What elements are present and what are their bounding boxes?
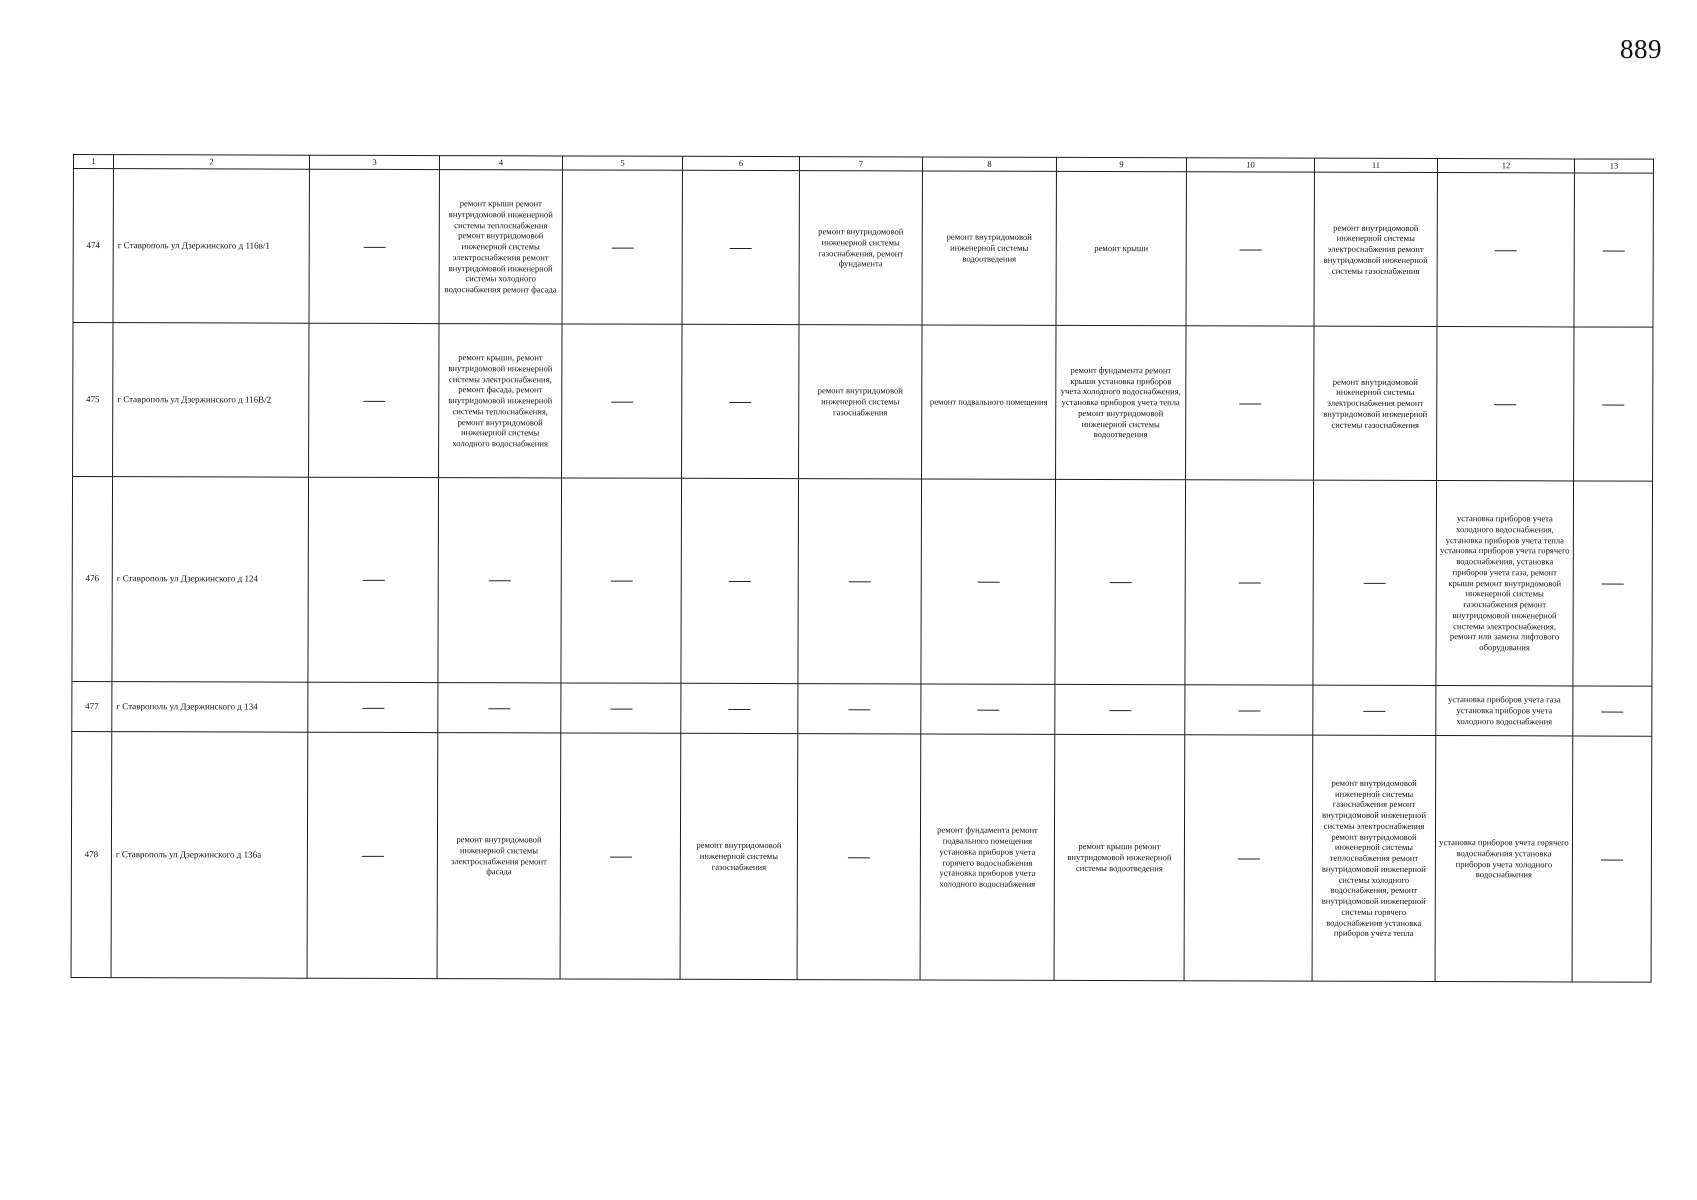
empty-cell: [681, 683, 798, 733]
empty-cell: [1184, 735, 1313, 981]
table-row: [72, 681, 1652, 736]
empty-cell: [562, 170, 682, 324]
dash-mark: [363, 401, 385, 402]
empty-cell: [309, 323, 439, 477]
empty-cell: [921, 684, 1055, 734]
table-row: [71, 731, 1652, 982]
dash-mark: [363, 247, 385, 248]
empty-cell: [1055, 684, 1185, 734]
dash-mark: [1238, 583, 1260, 584]
dash-mark: [1239, 249, 1261, 250]
dash-mark: [848, 709, 870, 710]
empty-cell: [681, 478, 799, 683]
empty-cell: [921, 479, 1056, 684]
address-cell: г Ставрополь ул Дзержинского д 116В/2: [113, 323, 309, 478]
work-cell: ремонт внутридомовой инженерной системы газоснабжения ремонт внутридомовой инженерной системы электроснабжения ремонт внутридомовой инженерной системы теплоснабжения ремонт внутридомовой инженерной системы холодного водоснабжения, ремонт внутридомовой инженерной системы горячего водоснабжения установка приборов учета тепла: [1312, 735, 1436, 981]
dash-mark: [1109, 582, 1131, 583]
dash-mark: [729, 402, 751, 403]
column-header: 13: [1574, 159, 1653, 173]
work-cell: ремонт внутридомовой инженерной системы газоснабжения, ремонт фундамента: [799, 171, 922, 325]
empty-cell: [1185, 685, 1313, 735]
empty-cell: [561, 478, 682, 683]
dash-mark: [611, 401, 633, 402]
row-number: 478: [71, 731, 112, 977]
dash-mark: [362, 580, 384, 581]
work-cell: ремонт крыши ремонт внутридомовой инженерной системы водоотведения: [1054, 734, 1185, 980]
work-cell: ремонт подвального помещения: [922, 325, 1056, 479]
column-header: 8: [922, 157, 1056, 171]
dash-mark: [1237, 858, 1259, 859]
dash-mark: [1363, 710, 1385, 711]
empty-cell: [560, 733, 681, 979]
repair-schedule-table: [71, 154, 1654, 983]
empty-cell: [438, 478, 562, 683]
empty-cell: [307, 732, 438, 978]
dash-mark: [1601, 859, 1623, 860]
dash-mark: [610, 581, 632, 582]
empty-cell: [1313, 685, 1436, 735]
dash-mark: [1602, 404, 1624, 405]
column-header: 12: [1437, 159, 1574, 173]
empty-cell: [1186, 172, 1314, 326]
address-cell: г Ставрополь ул Дзержинского д 124: [112, 477, 309, 683]
address-cell: г Ставрополь ул Дзержинского д 136а: [111, 732, 308, 979]
dash-mark: [1601, 711, 1623, 712]
work-cell: ремонт крыши ремонт внутридомовой инженерной системы теплоснабжения ремонт внутридомовой инженерной системы электроснабжения ремонт внутридомовой инженерной системы холодного водоснабжения ремонт фасада: [439, 170, 562, 324]
empty-cell: [797, 734, 921, 980]
work-cell: ремонт внутридомовой инженерной системы газоснабжения: [680, 733, 798, 979]
row-number: 476: [72, 477, 113, 682]
work-cell: ремонт внутридомовой инженерной системы газоснабжения: [799, 325, 922, 479]
empty-cell: [1185, 480, 1314, 685]
dash-mark: [1603, 250, 1625, 251]
column-header: 11: [1314, 158, 1437, 172]
dash-mark: [610, 708, 632, 709]
work-cell: ремонт внутридомовой инженерной системы электроснабжения ремонт внутридомовой инженерной системы газоснабжения: [1314, 172, 1437, 326]
page-number: 889: [1620, 34, 1662, 64]
dash-mark: [977, 582, 999, 583]
work-cell: установка приборов учета газа установка приборов учета холодного водоснабжения: [1436, 686, 1573, 736]
dash-mark: [488, 708, 510, 709]
dash-mark: [1495, 250, 1517, 251]
work-cell: ремонт внутридомовой инженерной системы водоотведения: [922, 171, 1056, 325]
address-cell: г Ставрополь ул Дзержинского д 116в/1: [113, 169, 309, 324]
empty-cell: [1313, 480, 1437, 685]
row-number: 474: [73, 169, 113, 323]
dash-mark: [1494, 404, 1516, 405]
work-cell: ремонт внутридомовой инженерной системы электроснабжения ремонт фасада: [437, 733, 561, 979]
column-header: 9: [1056, 157, 1186, 171]
column-header: 5: [562, 156, 682, 170]
row-number: 475: [73, 323, 113, 477]
work-cell: ремонт крыши, ремонт внутридомовой инженерной системы электроснабжения, ремонт фасада, ремонт внутридомовой инженерной системы теплоснабжения, ремонт внутридомовой инженерной системы холодного водоснабжения: [439, 324, 562, 478]
dash-mark: [1364, 583, 1386, 584]
dash-mark: [1602, 584, 1624, 585]
dash-mark: [609, 856, 631, 857]
row-number: 477: [72, 681, 112, 731]
empty-cell: [1055, 479, 1186, 684]
empty-cell: [1573, 686, 1652, 736]
dash-mark: [728, 709, 750, 710]
dash-mark: [489, 580, 511, 581]
empty-cell: [682, 170, 799, 324]
dash-mark: [849, 581, 871, 582]
dash-mark: [361, 856, 383, 857]
empty-cell: [1437, 173, 1574, 327]
empty-cell: [682, 324, 799, 478]
dash-mark: [1238, 710, 1260, 711]
empty-cell: [562, 324, 682, 478]
column-header: 4: [439, 156, 562, 170]
dash-mark: [730, 248, 752, 249]
empty-cell: [309, 169, 439, 323]
empty-cell: [438, 683, 561, 733]
empty-cell: [798, 684, 921, 734]
address-cell: г Ставрополь ул Дзержинского д 134: [112, 682, 308, 733]
dash-mark: [611, 247, 633, 248]
dash-mark: [1239, 403, 1261, 404]
column-header: 10: [1186, 158, 1314, 172]
empty-cell: [1572, 736, 1652, 982]
dash-mark: [729, 581, 751, 582]
dash-mark: [977, 709, 999, 710]
table-row: [73, 169, 1653, 328]
empty-cell: [561, 683, 681, 733]
work-cell: ремонт внутридомовой инженерной системы электроснабжения ремонт внутридомовой инженерной системы газоснабжения: [1314, 326, 1437, 480]
empty-cell: [308, 477, 439, 682]
work-cell: ремонт фундамента ремонт крыши установка приборов учета холодного водоснабжения, установка приборов учета тепла ремонт внутридомовой инженерной системы водоотведения: [1056, 325, 1186, 479]
work-cell: ремонт крыши: [1056, 171, 1186, 325]
work-cell: установка приборов учета холодного водоснабжения, установка приборов учета тепла установка приборов учета горячего водоснабжения, установка приборов учета газа, ремонт крыши ремонт внутридомовой инженерной системы газоснабжения ремонт внутридомовой инженерной системы электроснабжения, ремонт или замена лифтового оборудования: [1436, 481, 1574, 686]
column-header: 1: [73, 155, 113, 169]
table-row: [72, 477, 1653, 687]
table-row: [73, 323, 1653, 482]
column-header: 7: [799, 157, 922, 171]
empty-cell: [308, 682, 438, 732]
work-cell: ремонт фундамента ремонт подвального помещения установка приборов учета горячего водоснабжения установка приборов учета холодного водоснабжения: [920, 734, 1055, 980]
empty-cell: [1186, 326, 1314, 480]
empty-cell: [1574, 327, 1653, 481]
empty-cell: [1574, 173, 1653, 327]
empty-cell: [1573, 481, 1653, 686]
dash-mark: [1109, 710, 1131, 711]
dash-mark: [362, 708, 384, 709]
empty-cell: [798, 479, 922, 684]
column-header: 6: [682, 156, 799, 170]
work-cell: установка приборов учета горячего водоснабжения установка приборов учета холодного водоснабжения: [1435, 736, 1573, 982]
dash-mark: [848, 857, 870, 858]
column-header: 2: [113, 155, 309, 170]
column-header: 3: [309, 155, 439, 169]
empty-cell: [1437, 327, 1574, 481]
